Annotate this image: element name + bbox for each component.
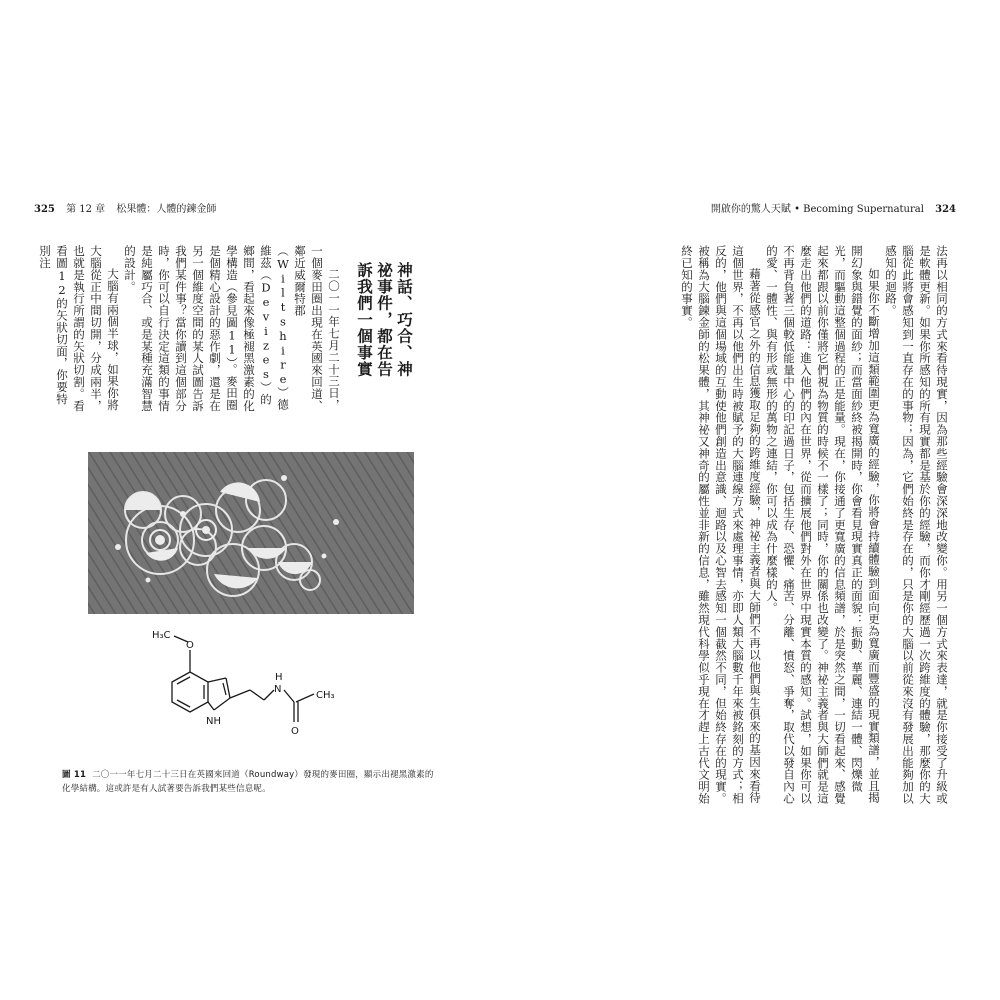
melatonin-structure xyxy=(150,620,340,750)
series-title: Becoming Supernatural xyxy=(803,204,924,215)
right-paragraph-3: 藉著從感官之外的信息獲取足夠的跨維度經驗，神祕主義者與大師們不再以他們與生俱來的基因來看待這個世界，不再以他們出生時被賦予的大腦連線方式來處理事情，亦即人類大腦數千年來被銘刻的方式；相反的，他們與這個場域的互動使他們創造出意識、迴路以及心智去感知一個截然不同，但始終存在的現實。被稱為大腦鍊金師的松果體，其神祕又神奇的屬性並非新的信息，雖然現代科學似乎現在才趕上古代文明始終已知的事實。 xyxy=(680,245,762,805)
right-paragraph-2: 如果你不斷增加這類範圍更為寬廣的經驗，你將會持續體驗到面向更為寬廣而豐盛的現實類譜，並且揭開幻象與錯覺的面紗；而當面紗終被揭開時，你會看見現實真正的面貌：振動、華麗、連結一體、閃爍微光，而驅動這整個過程的正是能量。現在，你接通了更寬廣的信息頻譜，於是突然之間，一切看起來、感覺起來都跟以前你僅將它們視為物質的時候不一樣了；同時，你的關係也改變了。神祕主義者與大師們就是這麼走出他們的道路：進入他們的內在世界，從而擴展他們對外在世界中現實本質的感知。試想，如果你可以不再背負著三個較低能量中心的印記過日子，包括生存、恐懼、痛苦、分離、憤怒、爭奪，取代以發自內心的愛、一體性、與有形或無形的萬物之連結，你可以成為什麼樣的人。 xyxy=(765,245,881,805)
left-paragraph-2: 大腦有兩個半球，如果你將大腦從正中間切開，分成兩半，也就是執行所謂的矢狀切割。看看圖12的矢狀切面，你要特別注 xyxy=(38,245,120,412)
label-amide-h: H xyxy=(275,672,283,683)
left-page-number: 325 xyxy=(34,204,55,215)
chapter-title: 松果體：人體的鍊金師 xyxy=(116,204,217,215)
figure-caption xyxy=(62,768,442,796)
left-paragraph-1: 二〇一一年七月二十三日，一個麥田圈出現在英國來回道、鄰近威爾特郡（Wiltshire）德維茲（Devizes）的鄉間，看起來像極褪黑激素的化學構造（參見圖11）。麥田圈是個精心設計的惡作劇，還是在另一個維度空間的某人試圖告訴我們某件事？當你讀到這個部分時，你可以自行決定這類的事情是純屬巧合、或是某種充滿智慧的設計。 xyxy=(123,245,341,412)
book-title: 開啟你的驚人天賦 xyxy=(710,204,791,215)
chapter-number: 第 12 章 xyxy=(66,204,106,215)
label-indole-nh: NH xyxy=(206,716,221,727)
label-methyl-ether: H₃C xyxy=(152,630,171,641)
right-page-body xyxy=(522,245,950,805)
figure-caption-text: 二〇一一年七月二十三日在英國來回道（Roundway）發現的麥田圈，顯示出褪黑激素的化學結構。這或許是有人試著要告訴我們某些信息呢。 xyxy=(62,770,434,794)
left-page-header xyxy=(34,203,216,217)
label-ether-oxygen: O xyxy=(186,640,194,651)
left-page-body xyxy=(38,245,342,415)
crop-circle-image xyxy=(88,452,414,614)
label-amide-n: N xyxy=(274,684,282,695)
header-separator: • xyxy=(794,204,800,215)
right-page-number: 324 xyxy=(935,204,956,215)
right-page-header xyxy=(711,203,956,217)
section-heading: 神話、巧合、神祕事件，都在告訴我們一個事實 xyxy=(355,262,413,378)
benzene-ring xyxy=(172,672,208,712)
right-paragraph-1: 法再以相同的方式來看待現實，因為那些經驗會深深地改變你。用另一個方式來表達，就是你接受了升級或是軟體更新。如果你所感知的所有現實都是基於你的經驗，而你才剛經歷過一次跨維度的體驗，那麼你的大腦從此將會感知到一直存在的事物；因為，它們始終是存在的，只是你的大腦以前從來沒有發展出能夠加以感知的迴路。 xyxy=(884,245,949,805)
label-methyl: CH₃ xyxy=(316,690,335,701)
figure-label: 圖 11 xyxy=(62,770,87,780)
crop-circle-photo xyxy=(88,452,414,614)
label-carbonyl-o: O xyxy=(291,726,299,737)
